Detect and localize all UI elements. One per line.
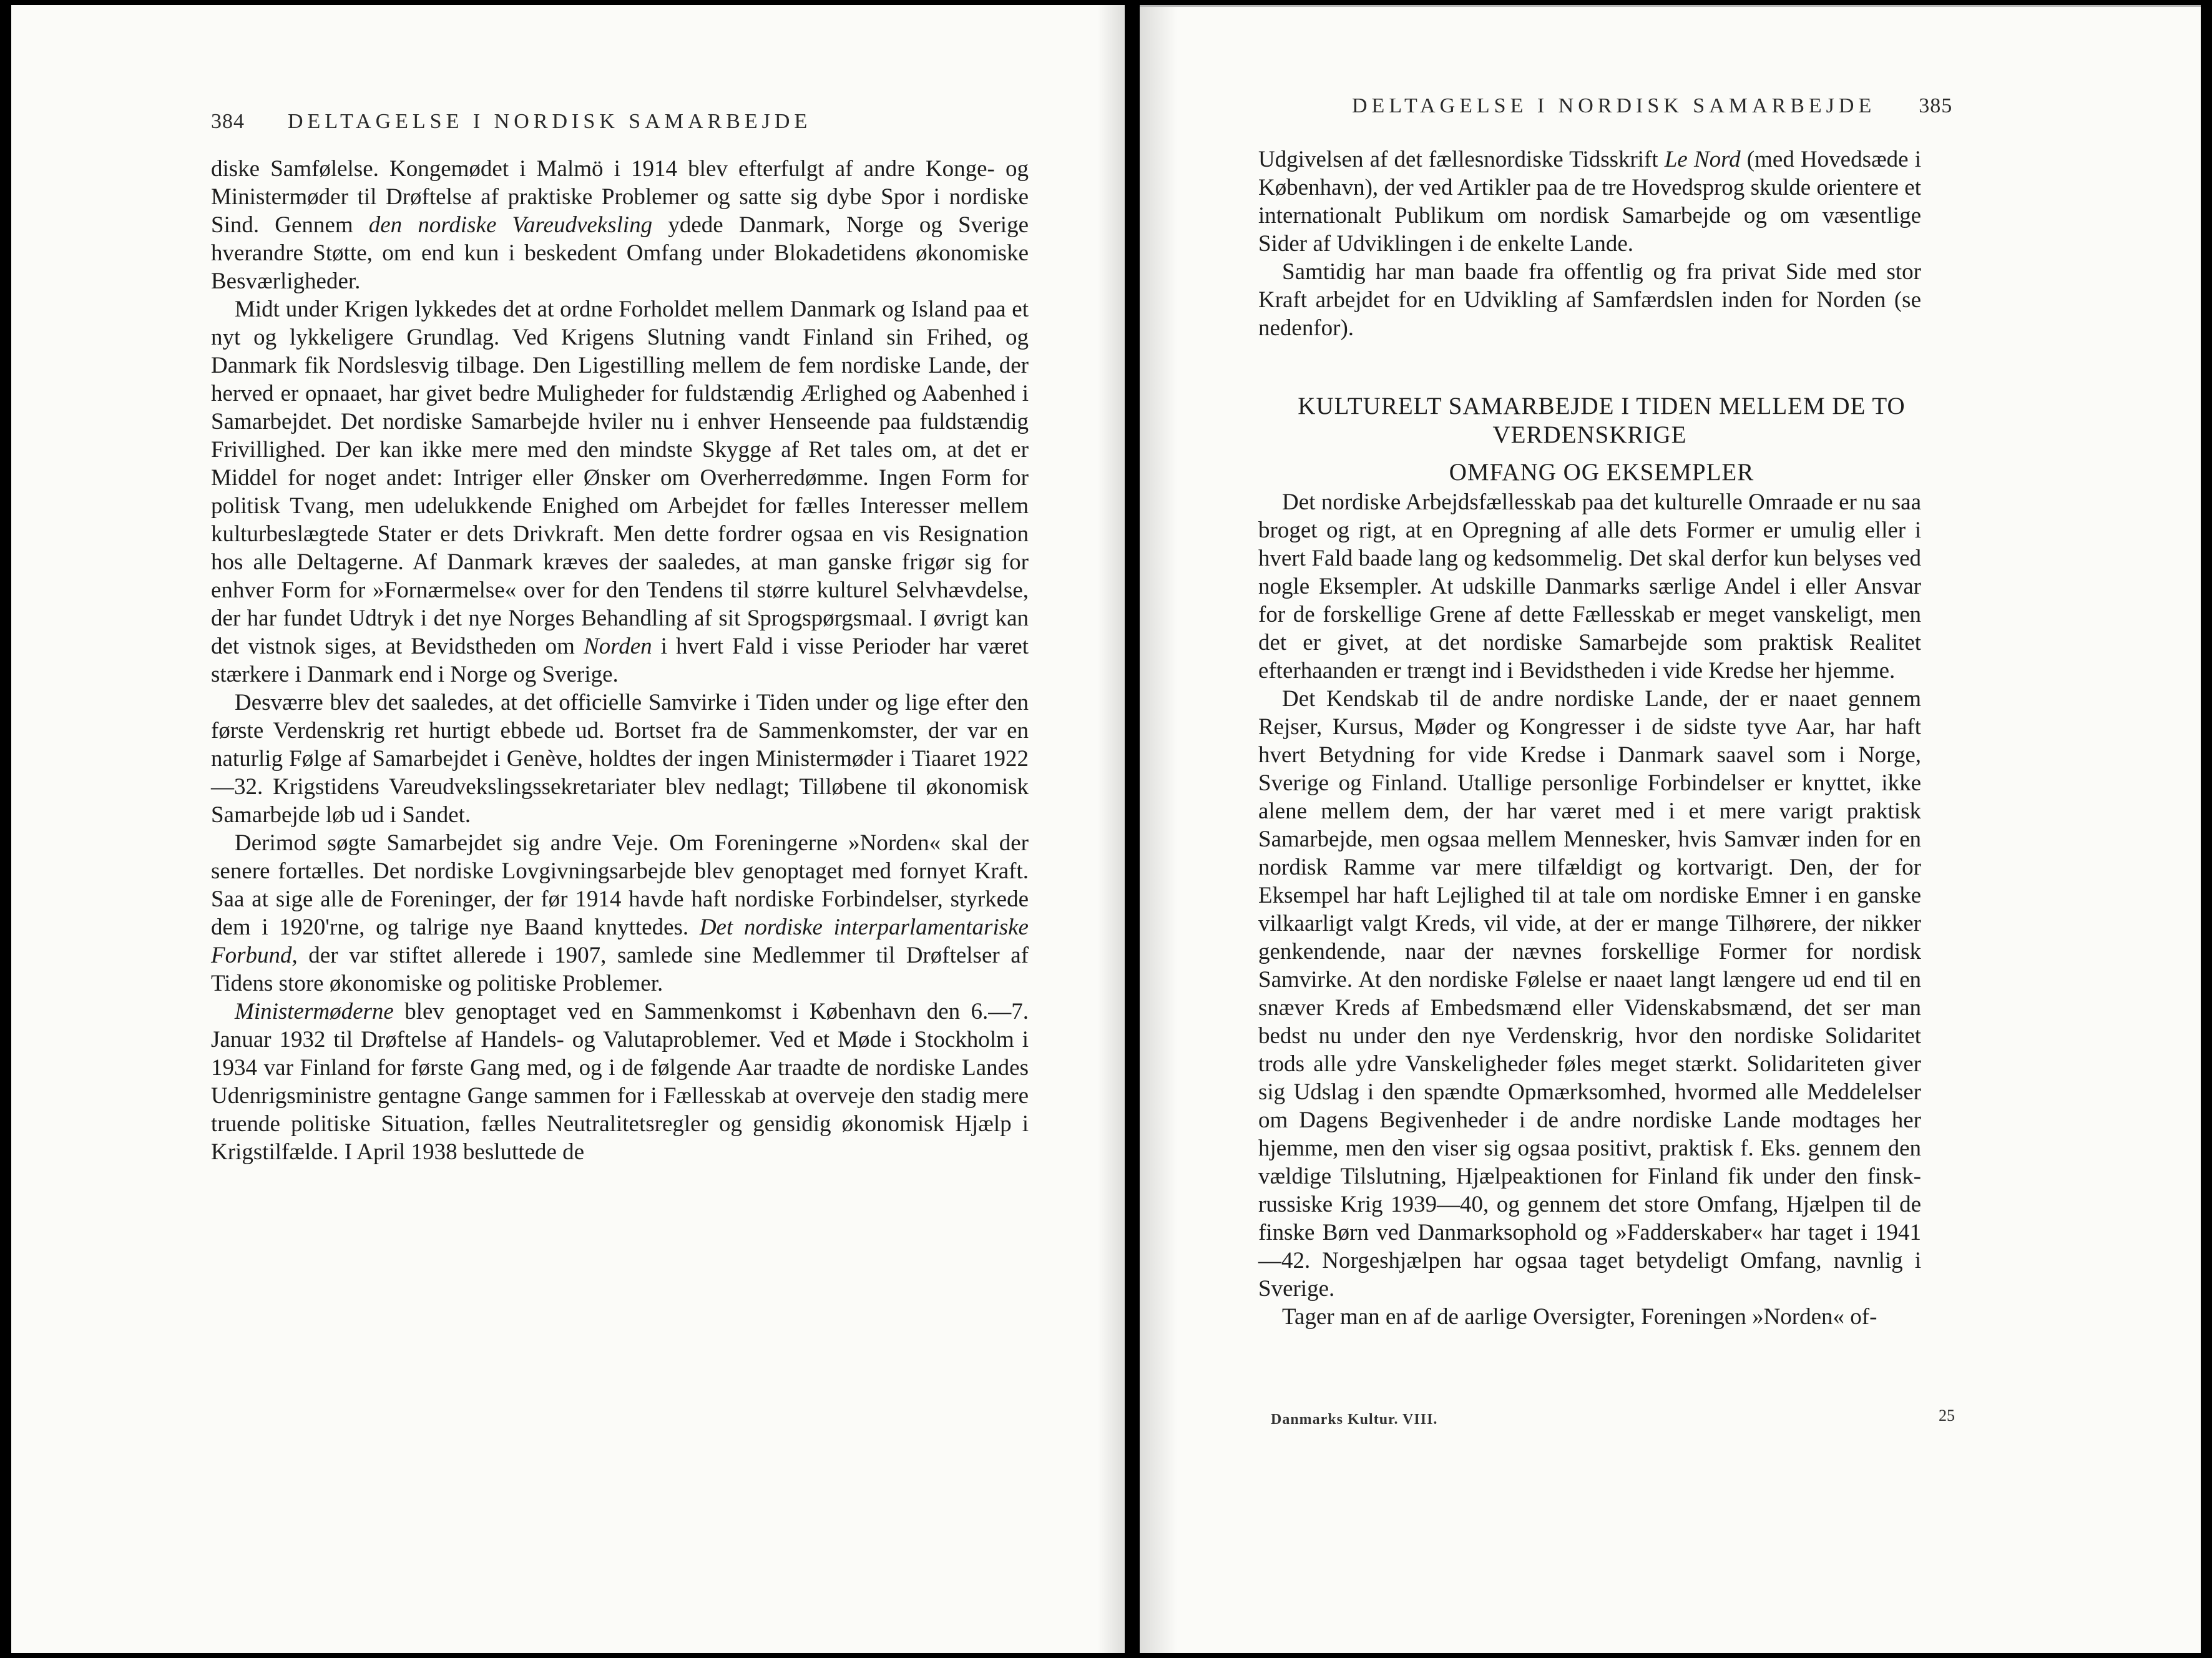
running-head-title: DELTAGELSE I NORDISK SAMARBEJDE	[288, 110, 812, 133]
running-head-right	[1352, 94, 1952, 118]
running-head-title: DELTAGELSE I NORDISK SAMARBEJDE	[1352, 94, 1876, 117]
italic-text: Ministermøderne	[235, 999, 394, 1024]
right-body-text	[1258, 145, 1921, 1331]
text-run: Desværre blev det saaledes, at det officielle Samvirke i Tiden under og lige efter den første Verdenskrig ret hurtigt ebbede ud. Bortset fra de Sammenkomster, der var en naturlig Følge af Samarbejdet i Genève, holdtes der ingen Ministermøder i Tiaaret 1922—32. Krigstidens Vareudvekslingssekretariater blev nedlagt; Tilløbene til økonomisk Samarbejde løb ud i Sandet.	[211, 690, 1029, 828]
text-run: i hvert Fald i visse Perioder har været stærkere i Danmark end i Norge og Sverige.	[211, 634, 1029, 687]
paragraph	[211, 829, 1029, 998]
italic-text: Norden	[583, 634, 652, 659]
paragraph	[1258, 1303, 1921, 1331]
page-number: 384	[211, 110, 245, 133]
signature-mark: 25	[1939, 1406, 1955, 1425]
text-run: blev genoptaget ved en Sammenkomst i København den 6.—7. Januar 1932 til Drøftelse af Handels- og Valutaproblemer. Ved et Møde i Stockholm i 1934 var Finland for første Gang med, og i de følgende Aar traadte de nordiske Landes Udenrigsministre gentagne Gange sammen for i Fællesskab at overveje den stadig mere truende politiske Situation, fælles Neutralitetsregler og gensidig økonomisk Hjælp i Krigstilfælde. I April 1938 besluttede de	[211, 999, 1029, 1165]
footer-book-title: Danmarks Kultur. VIII.	[1271, 1411, 1438, 1428]
spine-shadow	[1097, 5, 1125, 1653]
right-page	[1140, 5, 2201, 1653]
text-run: (med Hovedsæde i København), der ved Artikler paa de tre Hovedsprog skulde orientere et internationalt Publikum om nordisk Samarbejde og om væsentlige Sider af Udviklingen i de enkelte Lande.	[1258, 147, 1921, 257]
section-heading: KULTURELT SAMARBEJDE I TIDEN MELLEM DE TO VERDENSKRIGE	[1298, 393, 1906, 448]
italic-text: Le Nord	[1664, 147, 1741, 172]
left-page	[11, 5, 1125, 1653]
text-run: Det nordiske Arbejdsfællesskab paa det kulturelle Omraade er nu saa broget og rigt, at en Opregning af alle dets Former er umulig eller i hvert Fald baade lang og kedsommelig. Det skal derfor kun belyses ved nogle Eksempler. At udskille Danmarks særlige Andel i eller Ansvar for de forskellige Grene af dette Fællesskab er meget vanskeligt, men det er givet, at det nordiske Samarbejde som praktisk Realitet efterhaanden er trængt ind i Bevidstheden i vide Kredse her hjemme.	[1258, 489, 1921, 684]
paragraph	[1258, 145, 1921, 258]
text-run: Derimod søgte Samarbejdet sig andre Veje. Om Foreningerne »Norden« skal der senere fortælles. Det nordiske Lovgivningsarbejde blev genoptaget med fornyet Kraft. Saa at sige alle de Foreninger, der før 1914 havde haft nordiske Forbindelser, styrkede dem i 1920'rne, og talrige nye Baand knyttedes.	[211, 830, 1029, 940]
paragraph	[211, 295, 1029, 689]
text-run: Udgivelsen af det fællesnordiske Tidsskrift	[1258, 147, 1665, 172]
section-subheading: OMFANG OG EKSEMPLER	[1449, 459, 1754, 486]
text-run: Det Kendskab til de andre nordiske Lande, der er naaet gennem Rejser, Kursus, Møder og Kongresser i de sidste tyve Aar, har haft hvert Betydning for vide Kredse i Danmark saavel som i Norge, Sverige og Finland. Utallige personlige Forbindelser er knyttet, ikke alene mellem dem, der har været med i et mere varigt praktisk Samarbejde, men ogsaa mellem Mennesker, hvis Samvær inden for en nordisk Ramme var mere tilfældigt og kortvarigt. Den, der for Eksempel har haft Lejlighed til at tale om nordiske Emner i en ganske vilkaarligt valgt Kreds, vil vide, at der er mange Tilhørere, der nikker genkendende, naar der nævnes forskellige Former for nordisk Samvirke. At den nordiske Følelse er naaet langt længere ud end til en snæver Kreds af Embedsmænd eller Videnskabsmænd, det ser man bedst nu under den nye Verdenskrig, hvor den nordiske Solidaritet trods alle ydre Vanskeligheder føles meget stærkt. Solidariteten giver sig Udslag i den spændte Opmærksomhed, hvormed alle Meddelelser om Dagens Begivenheder i de andre nordiske Lande modtages her hjemme, men den viser sig ogsaa positivt, praktisk f. Eks. gennem den vældige Tilslutning, Hjælpeaktionen for Finland fik under den finsk-russiske Krig 1939—40, og gennem det store Omfang, Hjælpen til de finske Børn ved Danmarksophold og »Fadderskaber« har taget i 1941—42. Norgeshjælpen har ogsaa taget betydeligt Omfang, navnlig i Sverige.	[1258, 686, 1921, 1302]
running-head-left	[211, 110, 811, 134]
italic-text: den nordiske Vareudveksling	[368, 212, 653, 238]
paragraph	[211, 998, 1029, 1166]
spine-shadow	[1140, 7, 1177, 1653]
text-run: Tager man en af de aarlige Oversigter, Foreningen »Norden« of-	[1282, 1304, 1877, 1330]
text-run: Samtidig har man baade fra offentlig og fra privat Side med stor Kraft arbejdet for en Udvikling af Samfærdslen inden for Norden (se nedenfor).	[1258, 259, 1921, 341]
paragraph	[1258, 685, 1921, 1303]
text-run: Midt under Krigen lykkedes det at ordne Forholdet mellem Danmark og Island paa et nyt og lykkeligere Grundlag. Ved Krigens Slutning vandt Finland sin Frihed, og Danmark fik Nordslesvig tilbage. Den Ligestilling mellem de fem nordiske Lande, der herved er opnaaet, har givet bedre Muligheder for fuldstændig Ærlighed og Aabenhed i Samarbejdet. Det nordiske Samarbejde hviler nu i enhver Henseende paa fuldstændig Frivillighed. Der kan ikke mere med den mindste Skygge af Ret tales om, at det er Middel for noget andet: Intriger eller Ønsker om Overherredømme. Ingen Form for politisk Tvang, men udelukkende Enighed om Arbejdet for fælles Interesser mellem kulturbeslægtede Stater er dets Drivkraft. Men dette fordrer ogsaa en vis Resignation hos alle Deltagerne. Af Danmark kræves der saaledes, at man ganske frigør sig for enhver Form for »Fornærmelse« over for den Tendens til større kulturel Selvhævdelse, der har fundet Udtryk i det nye Norges Behandling af sit Sprogspørgsmaal. I øvrigt kan det vistnok siges, at Bevidstheden om	[211, 297, 1029, 659]
paragraph	[211, 155, 1029, 295]
text-run: ydede Danmark, Norge og Sverige hverandre Støtte, om end kun i beskedent Omfang under Blokadetidens økonomiske Besværligheder.	[211, 212, 1029, 294]
right-bottom-paragraphs	[1258, 488, 1921, 1331]
right-top-paragraphs	[1258, 145, 1921, 342]
paragraph	[1258, 258, 1921, 342]
text-run: der var stiftet allerede i 1907, samlede sine Medlemmer til Drøftelser af Tidens store økonomiske og politiske Problemer.	[211, 943, 1029, 996]
italic-text: Det nordiske interparlamentariske Forbund,	[211, 915, 1029, 968]
left-body-text	[211, 155, 1029, 1166]
text-run: diske Samfølelse. Kongemødet i Malmö i 1914 blev efterfulgt af andre Konge- og Ministermøder til Drøftelse af praktiske Problemer og satte sig dybe Spor i nordiske Sind. Gennem	[211, 156, 1029, 238]
paragraph	[211, 689, 1029, 829]
page-number: 385	[1919, 94, 1953, 117]
paragraph	[1258, 488, 1921, 685]
